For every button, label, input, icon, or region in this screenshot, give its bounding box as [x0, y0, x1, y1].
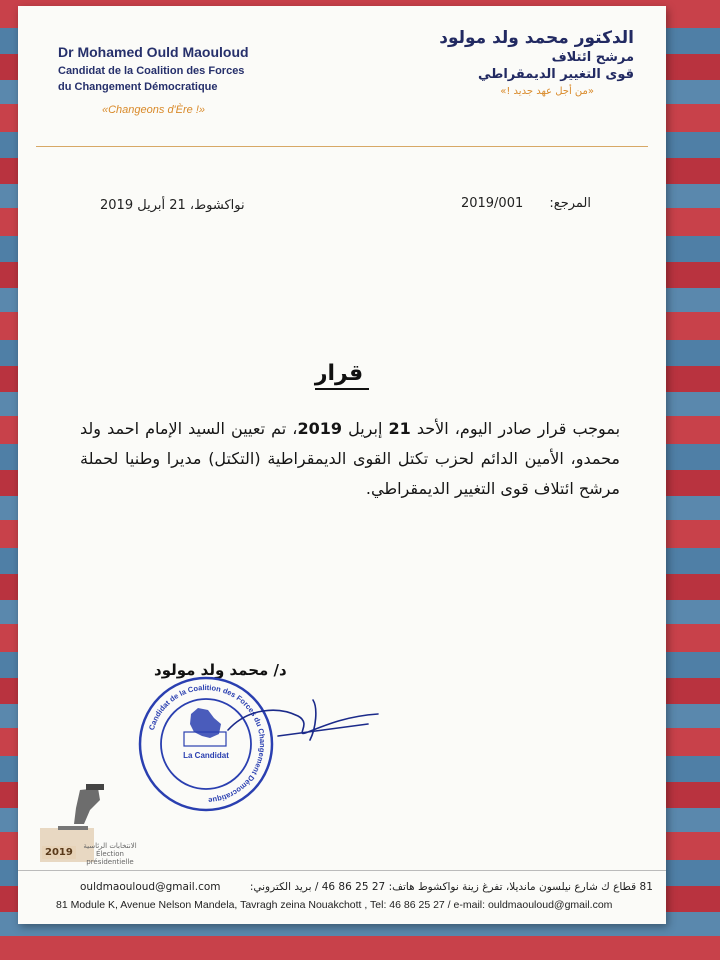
reference-value: 2019/001	[460, 196, 524, 211]
signatory-name: د/ محمد ولد مولود	[154, 661, 287, 679]
letter-page	[18, 6, 666, 924]
header-line-fr-1: Candidat de la Coalition des Forces	[58, 65, 245, 77]
footer-line-1	[80, 881, 653, 893]
header-line-fr-2: du Changement Démocratique	[58, 81, 218, 93]
body-part-3: ، تم تعيين السيد الإمام احمد ولد محمدو، الأمين الدائم لحزب تكتل القوى الديمقراطية (التكتل) مديرا وطنيا لحملة مرشح ائتلاف قوى التغيير الديمقراطي.	[80, 419, 620, 498]
header-divider	[36, 146, 648, 147]
body-part-2: إبريل	[342, 419, 389, 438]
header-left	[58, 44, 298, 116]
header-line-ar-1: مرشح ائتلاف	[551, 50, 634, 65]
decision-body	[80, 414, 620, 504]
header-line-ar-2: قوى التغيير الديمقراطي	[477, 67, 634, 82]
stamp-label: La Candidat	[183, 751, 229, 760]
body-year: 2019	[297, 419, 343, 438]
footer-email-top: ouldmaouloud@gmail.com	[80, 881, 221, 893]
header-name-ar: الدكتور محمد ولد مولود	[439, 28, 634, 48]
header-right	[394, 28, 634, 97]
header-slogan-fr: «Changeons d'Ère !»	[102, 104, 206, 116]
header-slogan-ar: «من أجل عهد جديد !»	[500, 86, 594, 97]
letter-footer	[18, 870, 666, 919]
footer-address-ar: 81 قطاع ك شارع نيلسون مانديلا، تفرغ زينة نواكشوط هاتف: 27 25 86 46 / بريد الكتروني:	[249, 881, 653, 893]
handwritten-signature	[218, 688, 388, 758]
logo-year: 2019	[42, 846, 76, 859]
footer-address-fr: 81 Module K, Avenue Nelson Mandela, Tavragh zeina Nouakchott , Tel: 46 86 25 27 / e-mail: ouldmaouloud@gmail.com	[56, 899, 613, 911]
reference-label: المرجع:	[549, 196, 591, 211]
body-part-1: بموجب قرار صادر اليوم، الأحد	[410, 419, 621, 438]
body-day: 21	[388, 419, 411, 438]
document-title	[18, 361, 666, 386]
letter-date: نواكشوط، 21 أبريل 2019	[100, 198, 245, 213]
logo-caption: الانتخابات الرئاسية Élection présidentielle	[83, 842, 137, 866]
document-title-text: قرار	[315, 361, 369, 390]
letter-reference	[461, 196, 591, 211]
header-name-fr: Dr Mohamed Ould Maouloud	[58, 44, 249, 60]
stamp-ring-text: Candidat de la Coalition des Forces du Changement Démocratique	[146, 682, 268, 805]
